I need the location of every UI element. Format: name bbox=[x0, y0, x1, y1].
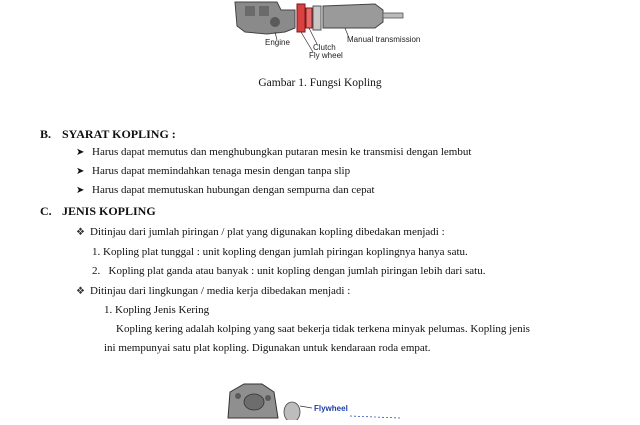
paragraph-line: ini mempunyai satu plat kopling. Digunakan untuk kendaraan roda empat. bbox=[104, 342, 431, 354]
list-item: ➤ Harus dapat memutus dan menghubungkan putaran mesin ke transmisi dengan lembut bbox=[76, 146, 472, 158]
section-c-heading bbox=[40, 204, 156, 219]
figure-caption: Gambar 1. Fungsi Kopling bbox=[258, 77, 382, 89]
dry-clutch-diagram bbox=[200, 378, 420, 420]
list-item: ➤ Harus dapat memindahkan tenaga mesin dengan tanpa slip bbox=[76, 165, 351, 177]
arrowhead-bullet-icon: ➤ bbox=[76, 166, 85, 177]
clutch-label: Clutch bbox=[313, 43, 336, 52]
diamond-bullet-icon: ❖ bbox=[76, 227, 85, 238]
list-item: ➤ Harus dapat memutuskan hubungan dengan sempurna dan cepat bbox=[76, 184, 375, 196]
arrowhead-bullet-icon: ➤ bbox=[76, 147, 85, 158]
section-c-title: JENIS KOPLING bbox=[62, 204, 156, 218]
paragraph-line: Kopling kering adalah kolping yang saat bekerja tidak terkena minyak pelumas. Kopling jenis bbox=[116, 323, 530, 335]
clutch-function-figure bbox=[215, 0, 445, 62]
diamond-bullet-icon: ❖ bbox=[76, 286, 85, 297]
list-item: ❖ Ditinjau dari jumlah piringan / plat yang digunakan kopling dibedakan menjadi : bbox=[76, 226, 445, 238]
list-item: 2. Kopling plat ganda atau banyak : unit kopling dengan jumlah piringan lebih dari satu. bbox=[92, 265, 486, 277]
engine-label: Engine bbox=[265, 38, 290, 47]
flywheel-label: Fly wheel bbox=[309, 51, 343, 60]
subsection-title: 1. Kopling Jenis Kering bbox=[104, 304, 210, 316]
transmission-label: Manual transmission bbox=[347, 35, 421, 44]
arrowhead-bullet-icon: ➤ bbox=[76, 185, 85, 196]
section-b-title: SYARAT KOPLING : bbox=[62, 127, 176, 141]
list-item: ❖ Ditinjau dari lingkungan / media kerja dibedakan menjadi : bbox=[76, 285, 351, 297]
dry-clutch-figure bbox=[200, 378, 420, 420]
flywheel-label: Flywheel bbox=[314, 404, 348, 413]
section-c-number: C. bbox=[40, 204, 52, 218]
list-item: 1. Kopling plat tunggal : unit kopling dengan jumlah piringan koplingnya hanya satu. bbox=[92, 246, 468, 258]
section-b-heading bbox=[40, 127, 176, 142]
section-b-number: B. bbox=[40, 127, 52, 141]
